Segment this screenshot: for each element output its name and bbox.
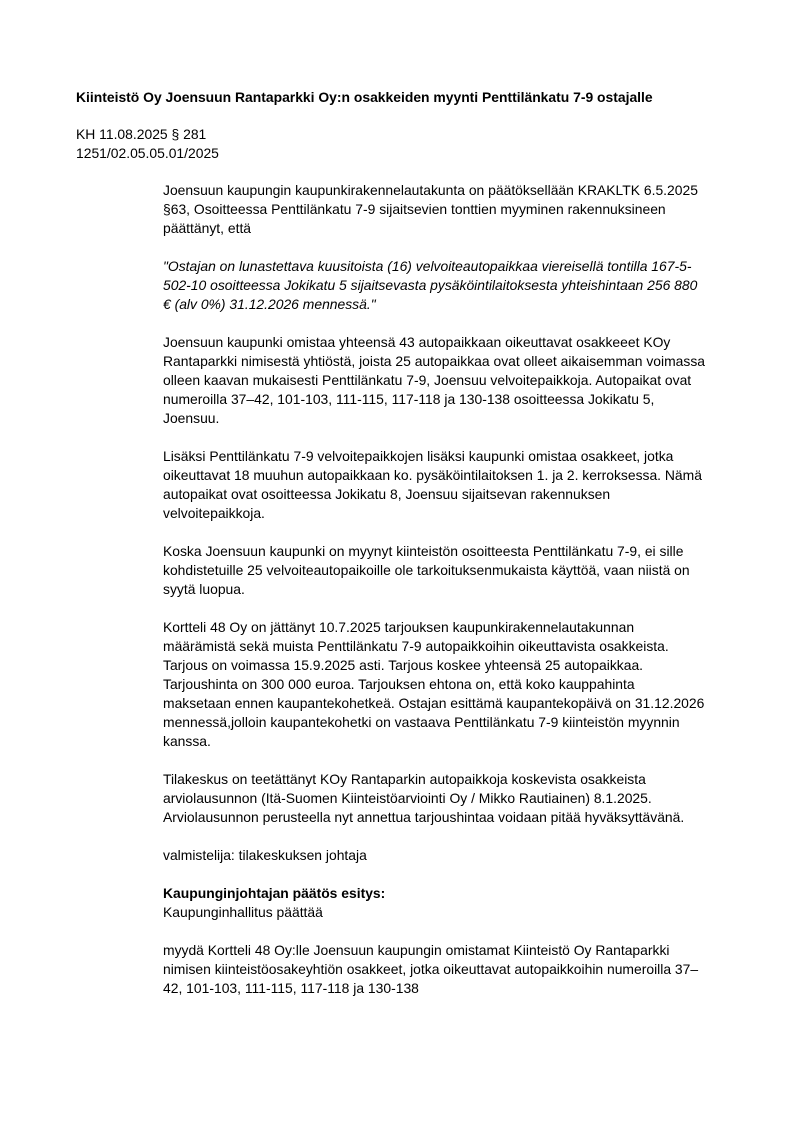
paragraph-line: päättänyt, että [163, 220, 252, 236]
paragraph-line: Joensuun kaupungin kaupunkirakennelautakunta on päätöksellään KRAKLTK 6.5.2025 [163, 182, 698, 198]
paragraph-line: valmistelija: tilakeskuksen johtaja [163, 847, 367, 863]
paragraph [163, 846, 733, 865]
paragraph [163, 542, 733, 599]
paragraph-line: oikeuttavat 18 muuhun autopaikkaan ko. pysäköintilaitoksen 1. ja 2. kerroksessa. Nämä [163, 467, 702, 483]
paragraph-line: Lisäksi Penttilänkatu 7-9 velvoitepaikkojen lisäksi kaupunki omistaa osakkeet, jotka [163, 448, 674, 464]
paragraph-line: Tilakeskus on teetättänyt KOy Rantaparkin autopaikkoja koskevista osakkeista [163, 771, 646, 787]
paragraph [163, 618, 733, 751]
document-meta [76, 125, 219, 163]
paragraph-line: mennessä,jolloin kaupantekohetki on vastaava Penttilänkatu 7-9 kiinteistön myynnin [163, 714, 680, 730]
proposal-text [163, 941, 733, 998]
paragraph [163, 257, 733, 314]
paragraph-line: kohdistetuille 25 velvoiteautopaikoille ole tarkoituksenmukaista käyttöä, vaan niistä on [163, 562, 690, 578]
record-number: 1251/02.05.05.01/2025 [76, 145, 219, 161]
proposal-line: 42, 101-103, 111-115, 117-118 ja 130-138 [163, 980, 419, 996]
paragraph-line: olleen kaavan mukaisesti Penttilänkatu 7-9, Joensuu velvoitepaikkoja. Autopaikat ovat [163, 372, 692, 388]
paragraph-line: Rantaparkki nimisestä yhtiöstä, joista 25 autopaikkaa ovat olleet aikaisemman voimassa [163, 353, 706, 369]
paragraph-line: "Ostajan on lunastettava kuusitoista (16) velvoiteautopaikkaa viereisellä tontilla 167-5- [163, 258, 692, 274]
paragraph-line: autopaikat ovat osoitteessa Jokikatu 8, Joensuu sijaitsevan rakennuksen [163, 486, 611, 502]
paragraph [163, 447, 733, 523]
proposal-heading: Kaupunginjohtajan päätös esitys: [163, 885, 386, 901]
proposal-subheading: Kaupunginhallitus päättää [163, 904, 323, 920]
paragraph-line: 502-10 osoitteessa Jokikatu 5 sijaitsevasta pysäköintilaitoksesta yhteishintaan 256 880 [163, 277, 698, 293]
proposal-section [163, 884, 733, 922]
document-title: Kiinteistö Oy Joensuun Rantaparkki Oy:n osakkeiden myynti Penttilänkatu 7-9 ostajalle [76, 89, 653, 105]
paragraph-line: kanssa. [163, 733, 211, 749]
paragraph-line: syytä luopua. [163, 581, 245, 597]
paragraph-line: € (alv 0%) 31.12.2026 mennessä." [163, 296, 376, 312]
board-reference: KH 11.08.2025 § 281 [76, 126, 207, 142]
paragraph-line: maksetaan ennen kaupantekohetkeä. Ostajan esittämä kaupantekopäivä on 31.12.2026 [163, 695, 705, 711]
paragraph-line: Tarjous on voimassa 15.9.2025 asti. Tarjous koskee yhteensä 25 autopaikkaa. [163, 657, 644, 673]
paragraph-line: Joensuu. [163, 410, 220, 426]
paragraph-line: Joensuun kaupunki omistaa yhteensä 43 autopaikkaan oikeuttavat osakkeeet KOy [163, 334, 671, 350]
paragraph-line: velvoitepaikkoja. [163, 505, 265, 521]
paragraph-line: Kortteli 48 Oy on jättänyt 10.7.2025 tarjouksen kaupunkirakennelautakunnan [163, 619, 635, 635]
paragraph-line: Arviolausunnon perusteella nyt annettua tarjoushintaa voidaan pitää hyväksyttävänä. [163, 809, 685, 825]
paragraph-line: määrämistä sekä muista Penttilänkatu 7-9 autopaikkoihin oikeuttavista osakkeista. [163, 638, 669, 654]
paragraph-line: arviolausunnon (Itä-Suomen Kiinteistöarviointi Oy / Mikko Rautiainen) 8.1.2025. [163, 790, 652, 806]
paragraph [163, 770, 733, 827]
document-body [163, 181, 733, 1017]
paragraph-line: Tarjoushinta on 300 000 euroa. Tarjouksen ehtona on, että koko kauppahinta [163, 676, 635, 692]
paragraph-line: §63, Osoitteessa Penttilänkatu 7-9 sijaitsevien tonttien myyminen rakennuksineen [163, 201, 666, 217]
paragraph-line: numeroilla 37–42, 101-103, 111-115, 117-118 ja 130-138 osoitteessa Jokikatu 5, [163, 391, 655, 407]
paragraph-line: Koska Joensuun kaupunki on myynyt kiinteistön osoitteesta Penttilänkatu 7-9, ei sille [163, 543, 684, 559]
paragraph [163, 181, 733, 238]
paragraph-list [163, 181, 733, 865]
proposal-line: nimisen kiinteistöosakeyhtiön osakkeet, jotka oikeuttavat autopaikkoihin numeroilla 37– [163, 961, 699, 977]
proposal-line: myydä Kortteli 48 Oy:lle Joensuun kaupungin omistamat Kiinteistö Oy Rantaparkki [163, 942, 670, 958]
paragraph [163, 333, 733, 428]
